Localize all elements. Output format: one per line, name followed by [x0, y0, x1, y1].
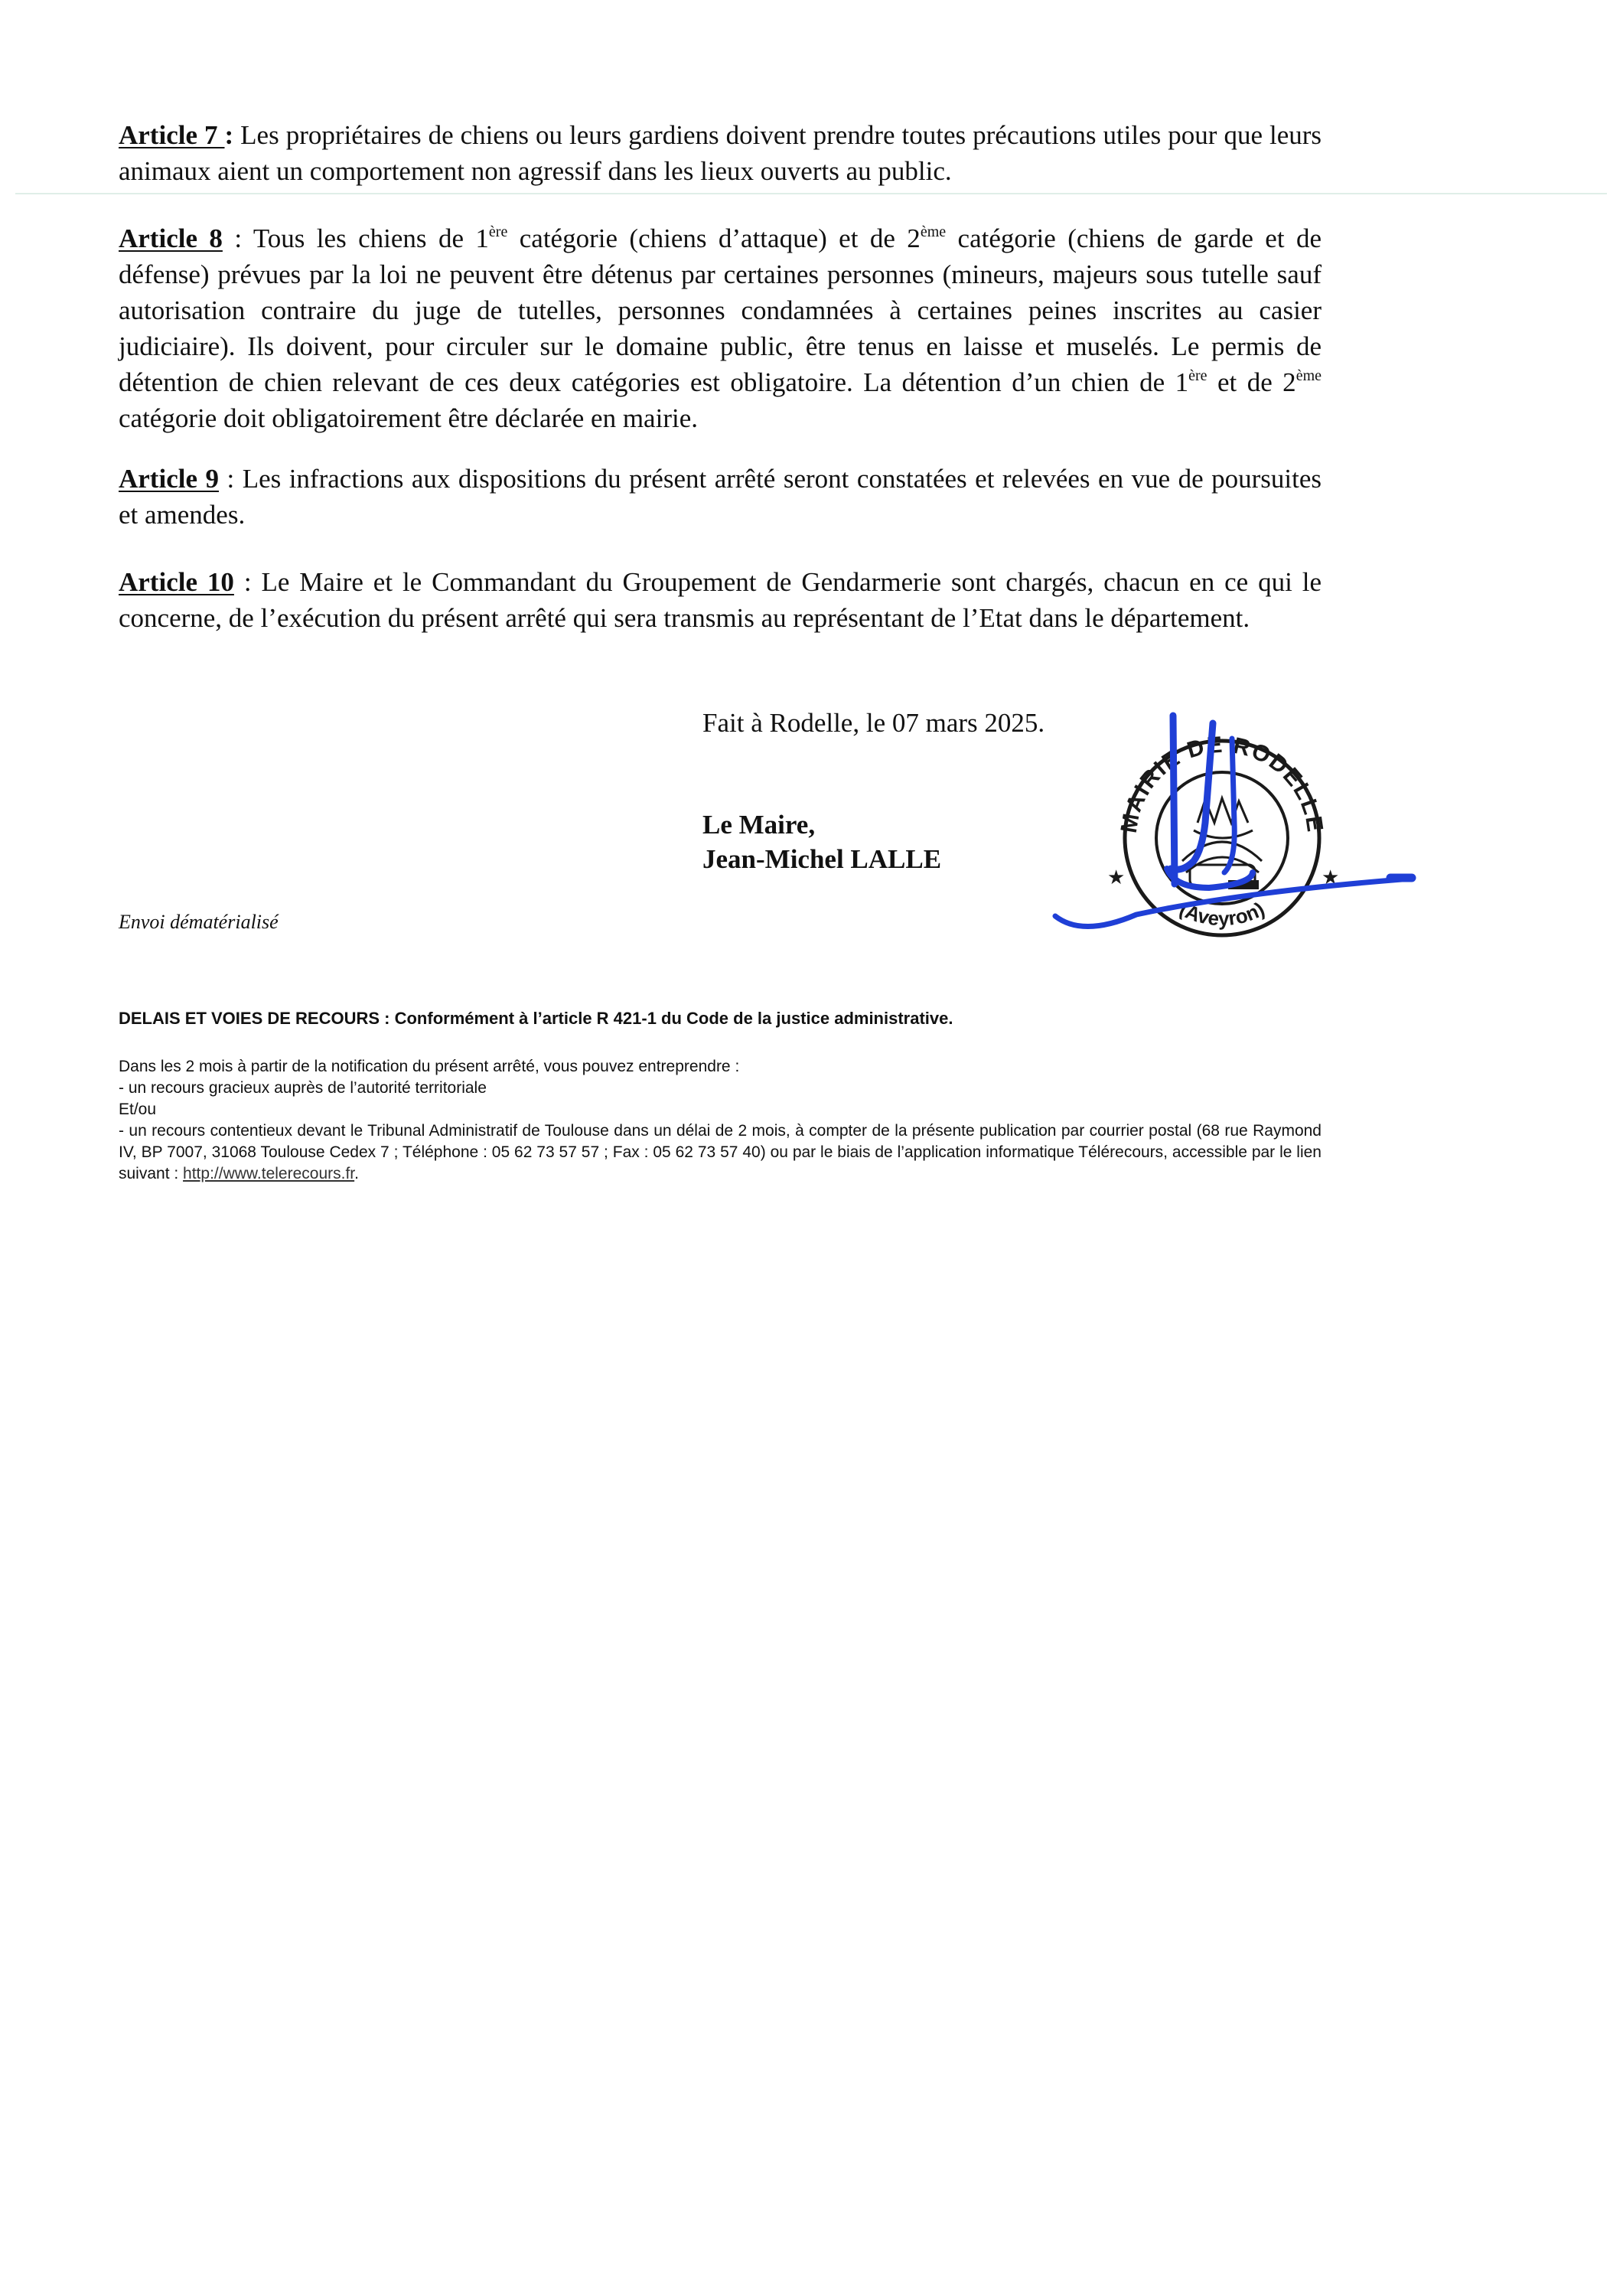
article-7-title: Article 7 [119, 120, 225, 150]
appeal-heading: DELAIS ET VOIES DE RECOURS : Conformément à l’article R 421-1 du Code de la justice administrative. [119, 1009, 953, 1028]
telerecours-link[interactable]: http://www.telerecours.fr [183, 1165, 355, 1182]
article-8-text-3: catégorie (chiens de garde et de défense) prévues par la loi ne peuvent être détenus par certaines personnes (mineurs, majeurs sous tutelle sauf autorisation contraire du juge de tutelles, personnes condamnées à certaines peines inscrites au casier judiciaire). Ils doivent, pour circuler sur le domaine public, être tenus en laisse et muselés. Le permis de détention de chien relevant de ces deux catégories est obligatoire. La détention d’un chien de 1 [119, 223, 1322, 397]
article-8-title: Article 8 [119, 223, 223, 253]
article-8-text-1: : Tous les chiens de 1 [222, 223, 489, 253]
appeal-intro: Dans les 2 mois à partir de la notification du présent arrêté, vous pouvez entreprendre : [119, 1058, 740, 1075]
article-8-text-2: catégorie (chiens d’attaque) et de 2 [507, 223, 921, 253]
article-10-text: : Le Maire et le Commandant du Groupement de Gendarmerie sont chargés, chacun en ce qui le concerne, de l’exécution du présent arrêté qui sera transmis au représentant de l’Etat dans le département. [119, 567, 1322, 633]
svg-text:★: ★ [1322, 866, 1340, 889]
article-8-sup-2: ème [920, 223, 947, 240]
article-8-text-4: et de 2 [1207, 367, 1296, 397]
signatory-name: Jean-Michel LALLE [702, 844, 942, 874]
scan-fold-line [15, 193, 1607, 194]
article-9 [119, 461, 1322, 533]
article-9-text: : Les infractions aux dispositions du présent arrêté seront constatées et relevées en vue de poursuites et amendes. [119, 464, 1322, 530]
article-10-title: Article 10 [119, 567, 234, 597]
article-8-sup-3: ère [1188, 367, 1207, 384]
article-7-text: Les propriétaires de chiens ou leurs gardiens doivent prendre toutes précautions utiles pour que leurs animaux aient un comportement non agressif dans les lieux ouverts au public. [119, 120, 1322, 186]
stamp-top-text: MAIRIE DE RODELLE [1116, 732, 1328, 835]
article-8-sup-4: ème [1295, 367, 1322, 384]
appeal-and-or: Et/ou [119, 1101, 157, 1118]
stamp-bottom-text: (Aveyron) [1175, 897, 1269, 931]
article-8-sup-1: ère [488, 223, 508, 240]
appeal-section [119, 1056, 1322, 1185]
article-7-separator: : [224, 120, 241, 150]
dispatch-mode: Envoi dématérialisé [119, 911, 279, 933]
article-10 [119, 564, 1322, 636]
appeal-item-end: . [354, 1165, 359, 1182]
svg-text:★: ★ [1107, 866, 1126, 889]
article-7 [119, 117, 1322, 189]
article-9-title: Article 9 [119, 464, 219, 494]
signatory-role: Le Maire, [702, 810, 816, 840]
article-8 [119, 220, 1322, 436]
appeal-item-gracieux: - un recours gracieux auprès de l’autorité territoriale [119, 1079, 487, 1097]
appeal-item-contentieux-text: - un recours contentieux devant le Tribunal Administratif de Toulouse dans un délai de 2 mois, à compter de la présente publication par courrier postal (68 rue Raymond IV, BP 7007, 31068 Toulouse Cedex 7 ; Téléphone : 05 62 73 57 57 ; Fax : 05 62 73 57 40) ou par le biais de l’application informatique Télérecours, accessible par le lien suivant : [119, 1122, 1322, 1182]
signatory-block [702, 807, 941, 876]
place-date: Fait à Rodelle, le 07 mars 2025. [702, 708, 1045, 738]
svg-text:MAIRIE DE RODELLE [1116, 732, 1328, 835]
article-8-text-5: catégorie doit obligatoirement être déclarée en mairie. [119, 403, 698, 433]
mairie-stamp-signature-icon [1052, 708, 1419, 960]
appeal-item-contentieux [119, 1120, 1322, 1185]
